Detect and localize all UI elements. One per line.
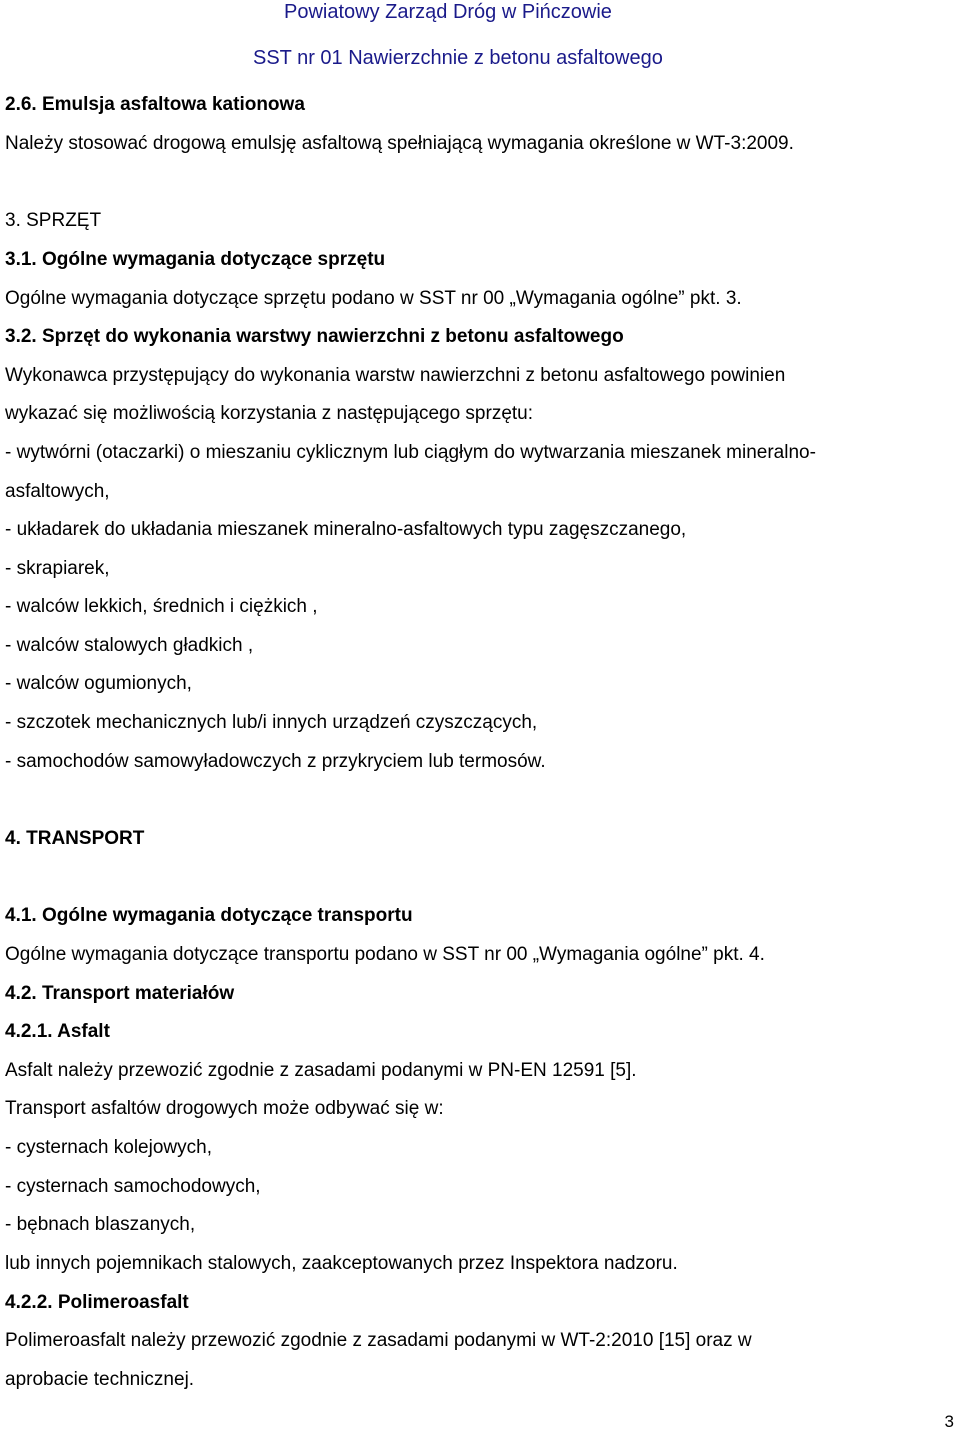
section-2-6-text: Należy stosować drogową emulsję asfaltową spełniającą wymagania określone w WT-3:2009. <box>5 133 794 154</box>
equipment-list-item: asfaltowych, <box>5 481 110 502</box>
transport-list-item: - cysternach samochodowych, <box>5 1176 261 1197</box>
section-3-1-text: Ogólne wymagania dotyczące sprzętu podano w SST nr 00 „Wymagania ogólne” pkt. 3. <box>5 288 742 309</box>
equipment-list-item: - układarek do układania mieszanek mineralno-asfaltowych typu zagęszczanego, <box>5 519 687 540</box>
equipment-list-item: - skrapiarek, <box>5 558 110 579</box>
page-number: 3 <box>944 1412 954 1431</box>
section-3-2-intro-line-1: Wykonawca przystępujący do wykonania warstw nawierzchni z betonu asfaltowego powinien <box>5 365 786 386</box>
section-4-1-heading: 4.1. Ogólne wymagania dotyczące transportu <box>5 905 413 926</box>
section-3-1-heading: 3.1. Ogólne wymagania dotyczące sprzętu <box>5 249 386 270</box>
section-4-2-1-heading: 4.2.1. Asfalt <box>5 1021 110 1042</box>
section-4-2-1-line-2: Transport asfaltów drogowych może odbywać się w: <box>5 1098 444 1119</box>
section-4-2-2-line-1: Polimeroasfalt należy przewozić zgodnie z zasadami podanymi w WT-2:2010 [15] oraz w <box>5 1330 752 1351</box>
equipment-list-item: - walców stalowych gładkich , <box>5 635 254 656</box>
section-4-2-2-line-2: aprobacie technicznej. <box>5 1369 195 1390</box>
section-4-2-1-line-3: lub innych pojemnikach stalowych, zaakceptowanych przez Inspektora nadzoru. <box>5 1253 678 1274</box>
section-4-1-text: Ogólne wymagania dotyczące transportu podano w SST nr 00 „Wymagania ogólne” pkt. 4. <box>5 944 765 965</box>
section-4-2-1-line-1: Asfalt należy przewozić zgodnie z zasadami podanymi w PN-EN 12591 [5]. <box>5 1060 637 1081</box>
transport-list-item: - cysternach kolejowych, <box>5 1137 212 1158</box>
equipment-list-item: - szczotek mechanicznych lub/i innych urządzeń czyszczących, <box>5 712 538 733</box>
section-3-2-heading: 3.2. Sprzęt do wykonania warstwy nawierzchni z betonu asfaltowego <box>5 326 624 347</box>
equipment-list-item: - walców lekkich, średnich i ciężkich , <box>5 596 318 617</box>
header-organization: Powiatowy Zarząd Dróg w Pińczowie <box>284 1 612 23</box>
equipment-list-item: - walców ogumionych, <box>5 673 192 694</box>
equipment-list-item: - wytwórni (otaczarki) o mieszaniu cyklicznym lub ciągłym do wytwarzania mieszanek mineralno- <box>5 442 816 463</box>
section-2-6-heading: 2.6. Emulsja asfaltowa kationowa <box>5 94 305 115</box>
section-3-2-intro-line-2: wykazać się możliwością korzystania z następującego sprzętu: <box>5 403 534 424</box>
section-4-heading: 4. TRANSPORT <box>5 828 145 849</box>
section-4-2-2-heading: 4.2.2. Polimeroasfalt <box>5 1292 189 1313</box>
section-3-heading: 3. SPRZĘT <box>5 210 102 231</box>
equipment-list-item: - samochodów samowyładowczych z przykryciem lub termosów. <box>5 751 546 772</box>
transport-list-item: - bębnach blaszanych, <box>5 1214 196 1235</box>
header-spec-title: SST nr 01 Nawierzchnie z betonu asfaltowego <box>253 47 663 69</box>
section-4-2-heading: 4.2. Transport materiałów <box>5 983 235 1004</box>
